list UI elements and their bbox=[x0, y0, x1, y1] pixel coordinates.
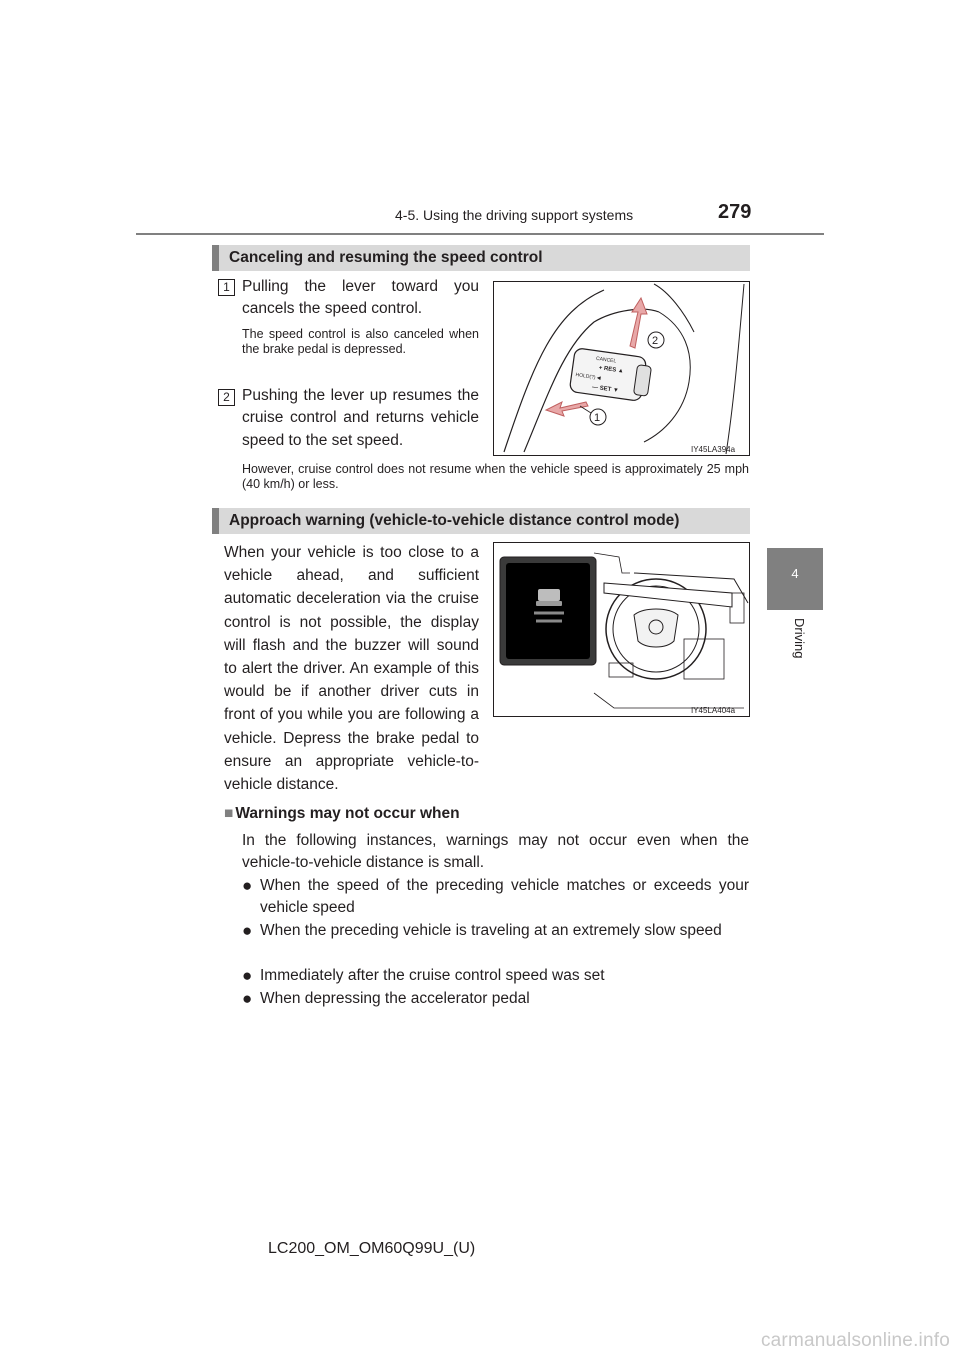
step-number-2: 2 bbox=[218, 389, 235, 406]
document-code: LC200_OM_OM60Q99U_(U) bbox=[268, 1240, 476, 1257]
step-1-note: The speed control is also canceled when the brake pedal is depressed. bbox=[242, 327, 479, 356]
step-number-1: 1 bbox=[218, 279, 235, 296]
bullet-dot: ● bbox=[242, 989, 253, 1008]
section-heading-text: Canceling and resuming the speed control bbox=[229, 249, 543, 266]
header-rule bbox=[136, 233, 824, 235]
figure-1-code: IY45LA394a bbox=[691, 445, 736, 454]
lever-label-set: — SET ▼ bbox=[591, 384, 620, 395]
lever-label-res: + RES ▲ bbox=[598, 365, 625, 375]
lever-illustration bbox=[494, 282, 750, 456]
bullet-text: When depressing the accelerator pedal bbox=[260, 990, 530, 1007]
step-2-text: Pushing the lever up resumes the cruise control and returns vehicle speed to the set speed. bbox=[242, 387, 479, 449]
lever-figure bbox=[493, 281, 750, 456]
bullet-text: Immediately after the cruise control speed was set bbox=[260, 967, 605, 984]
subsection-marker: ■ bbox=[224, 805, 234, 822]
callout-2: 2 bbox=[652, 335, 659, 347]
subsection-heading bbox=[224, 805, 460, 823]
section-heading-text: Approach warning (vehicle-to-vehicle distance control mode) bbox=[229, 512, 680, 529]
chapter-label-wrap bbox=[770, 618, 820, 688]
step-1-text: Pulling the lever toward you cancels the speed control. bbox=[242, 278, 479, 318]
figure-2-code: IY45LA404a bbox=[691, 706, 736, 715]
running-header: 4-5. Using the driving support systems bbox=[395, 207, 634, 223]
lever-label-cancel: CANCEL bbox=[595, 355, 617, 365]
approach-warning-paragraph: When your vehicle is too close to a vehicle ahead, and sufficient automatic deceleration via the cruise control is not possible, the display will flash and the buzzer will sound to alert the driver. An example of this would be if another driver cuts in front of you while you are following a vehicle. Depress the brake pedal to ensure an appropriate vehicle-to-vehicle distance. bbox=[224, 544, 479, 794]
subsection-intro: In the following instances, warnings may not occur even when the vehicle-to-vehicle distance is small. bbox=[242, 832, 749, 872]
chapter-label: Driving bbox=[792, 618, 807, 659]
watermark: carmanualsonline.info bbox=[760, 1330, 950, 1351]
resume-note: However, cruise control does not resume when the vehicle speed is approximately 25 mph (40 km/h) or less. bbox=[242, 462, 749, 491]
chapter-number: 4 bbox=[791, 566, 799, 581]
bullet-dot: ● bbox=[242, 921, 253, 940]
section-heading-canceling bbox=[212, 245, 750, 271]
dashboard-figure bbox=[493, 542, 750, 717]
lever-label-hold: HOLD(?) ◀ bbox=[575, 372, 601, 382]
bullet-item bbox=[242, 965, 749, 987]
section-heading-approach-warning bbox=[212, 508, 750, 534]
callout-1: 1 bbox=[594, 412, 601, 424]
bullet-dot: ● bbox=[242, 966, 253, 985]
bullet-item bbox=[242, 875, 749, 920]
bullet-text: When the preceding vehicle is traveling at an extremely slow speed bbox=[260, 922, 722, 939]
bullet-item bbox=[242, 988, 749, 1010]
bullet-text: When the speed of the preceding vehicle matches or exceeds your vehicle speed bbox=[260, 877, 749, 917]
page-number: 279 bbox=[718, 201, 752, 223]
bullet-item bbox=[242, 920, 749, 942]
bullet-dot: ● bbox=[242, 876, 253, 895]
subsection-title: Warnings may not occur when bbox=[235, 805, 460, 822]
dashboard-illustration bbox=[494, 543, 750, 717]
